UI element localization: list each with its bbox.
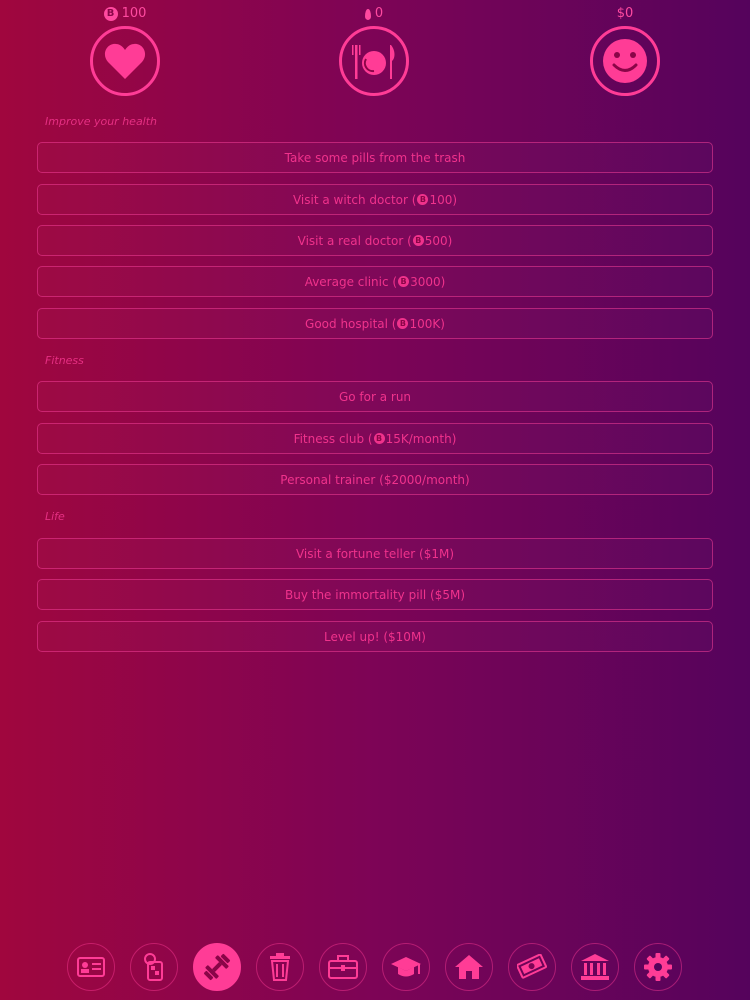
bitcoin-icon: B (397, 318, 408, 329)
graduation-cap-icon[interactable] (382, 943, 430, 991)
drop-icon (365, 9, 371, 20)
real-doctor-button[interactable]: Visit a real doctor ( B 500 ) (37, 225, 713, 256)
heart-icon[interactable] (90, 26, 160, 96)
briefcase-icon[interactable] (319, 943, 367, 991)
money-value: $0 (616, 6, 634, 21)
drink-icon[interactable] (130, 943, 178, 991)
bitcoin-icon: B (413, 235, 424, 246)
trash-icon[interactable] (256, 943, 304, 991)
witch-doctor-button[interactable]: Visit a witch doctor ( B 100 ) (37, 184, 713, 215)
go-for-run-button[interactable]: Go for a run (37, 381, 713, 412)
food-stat (329, 4, 419, 96)
smiley-icon[interactable] (590, 26, 660, 96)
good-hospital-button[interactable]: Good hospital ( B 100K ) (37, 308, 713, 339)
bitcoin-icon: B (398, 276, 409, 287)
fortune-teller-button[interactable]: Visit a fortune teller ($1M) (37, 538, 713, 569)
section-title-life: Life (45, 510, 65, 523)
dumbbell-icon[interactable] (193, 943, 241, 991)
average-clinic-button[interactable]: Average clinic ( B 3000 ) (37, 266, 713, 297)
coin-icon: B (104, 7, 118, 21)
pills-trash-button[interactable]: Take some pills from the trash (37, 142, 713, 173)
immortality-pill-button[interactable]: Buy the immortality pill ($5M) (37, 579, 713, 610)
health-value: 100 (121, 6, 147, 21)
health-stat (80, 4, 170, 96)
plate-cutlery-icon[interactable] (339, 26, 409, 96)
level-up-button[interactable]: Level up! ($10M) (37, 621, 713, 652)
bitcoin-icon: B (417, 194, 428, 205)
section-title-fitness: Fitness (45, 354, 84, 367)
bitcoin-icon: B (374, 433, 385, 444)
food-value: 0 (374, 6, 384, 21)
bank-icon[interactable] (571, 943, 619, 991)
personal-trainer-button[interactable]: Personal trainer ($2000/month) (37, 464, 713, 495)
gear-icon[interactable] (634, 943, 682, 991)
fitness-club-button[interactable]: Fitness club ( B 15K/month ) (37, 423, 713, 454)
bottom-nav (0, 943, 750, 995)
happiness-stat (580, 4, 670, 96)
money-icon[interactable] (508, 943, 556, 991)
section-title-health: Improve your health (45, 115, 158, 128)
house-icon[interactable] (445, 943, 493, 991)
id-card-icon[interactable] (67, 943, 115, 991)
